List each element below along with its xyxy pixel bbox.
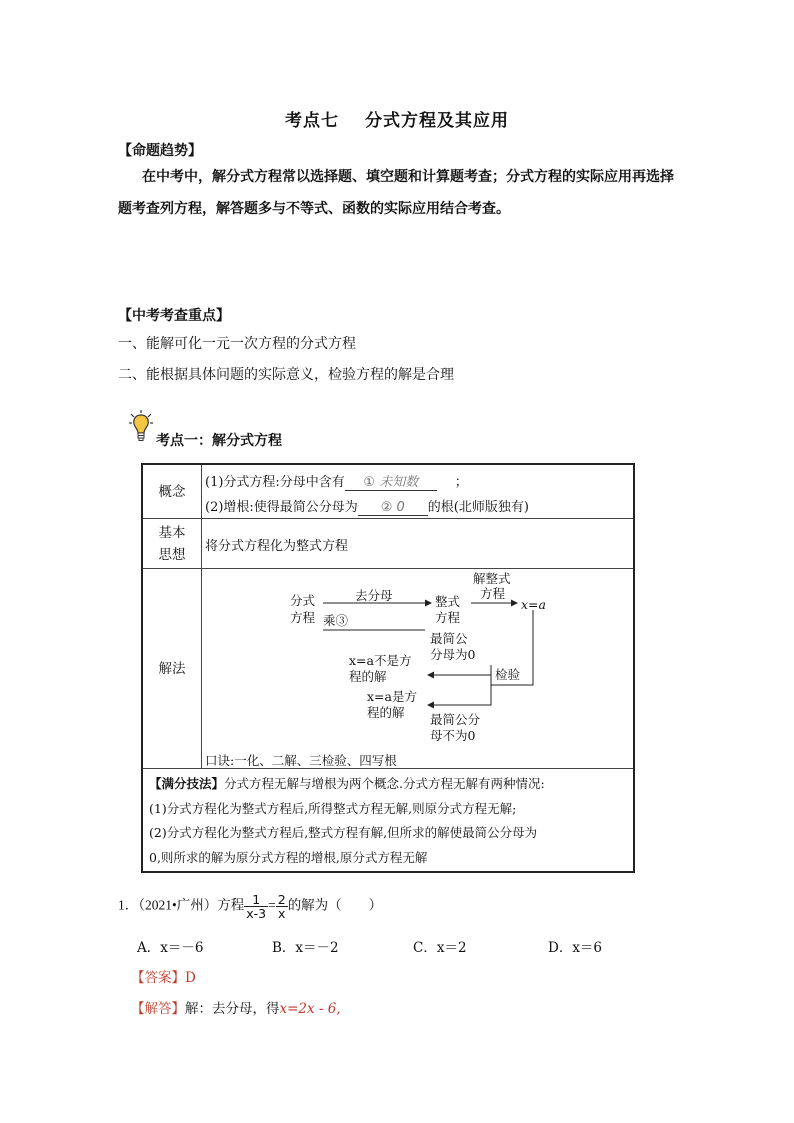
blank-2-number: ② [380, 500, 393, 515]
method-table [141, 463, 635, 873]
question-1-stem [118, 893, 382, 920]
point1-heading: 考点一：解分式方程 [156, 433, 282, 449]
node-is-solution-2: 程的解 [367, 705, 405, 720]
question-1-suffix: 的解为（ ） [287, 897, 383, 913]
trend-line1: 在中考中，解分式方程常以选择题、填空题和计算题考查；分式方程的实际应用再选择 [142, 169, 674, 185]
focus-item-1: 一、能解可化一元一次方程的分式方程 [118, 336, 356, 352]
fraction-1-denominator: x-3 [246, 906, 267, 921]
option-a: A．x＝－6 [137, 940, 204, 956]
tip-line-1 [149, 774, 545, 792]
answer-label: 【答案】 [131, 970, 185, 986]
concept-line-2-text: (2)增根:使得最简公分母为 [205, 500, 358, 515]
tip-line-2: (1)分式方程化为整式方程后,所得整式方程无解,则原分式方程无解; [149, 801, 517, 816]
fraction-1 [244, 893, 268, 920]
node-not-solution-1: x=a不是方 [349, 653, 412, 668]
label-denominator-zero-1: 最简公 [430, 631, 468, 646]
lightbulb-icon [128, 409, 154, 443]
blank-1-answer: 未知数 [379, 475, 419, 490]
focus-item-2: 二、能根据具体问题的实际意义，检验方程的解是合理 [118, 367, 454, 383]
option-b: B．x＝－2 [272, 940, 339, 956]
solution-line [131, 997, 341, 1017]
fraction-2 [276, 893, 288, 920]
tip-line-3: (2)分式方程化为整式方程后,整式方程有解,但所求的解使最简公分母为 [149, 825, 538, 840]
solution-text: 解：去分母，得 [185, 1001, 280, 1017]
basic-idea-text: 将分式方程化为整式方程 [205, 539, 349, 554]
label-qufenmu: 去分母 [355, 588, 393, 603]
tip-line-1-text: 分式方程无解与增根为两个概念.分式方程无解有两种情况: [224, 776, 545, 791]
trend-line2: 题考查列方程，解答题多与不等式、函数的实际应用结合考查。 [118, 201, 510, 217]
concept-line-2-end: 的根(北师版独有) [427, 500, 529, 515]
row-label-method: 解法 [158, 661, 186, 677]
tip-line-4: 0,则所求的解为原分式方程的增根,原分式方程无解 [149, 850, 428, 865]
fraction-2-denominator: x [278, 906, 286, 921]
page-title [0, 106, 794, 131]
blank-2-answer: 0 [396, 500, 405, 515]
row-label-idea-1: 基本 [158, 525, 186, 541]
label-denominator-nonzero-2: 母不为0 [430, 728, 476, 743]
answer-value: D [185, 970, 196, 986]
label-denominator-zero-2: 分母为0 [430, 647, 476, 662]
node-check: 检验 [495, 667, 521, 682]
equals-sign: = [268, 897, 276, 913]
node-not-solution-2: 程的解 [349, 669, 387, 684]
label-jiezhengshi-1: 解整式 [473, 571, 511, 586]
fraction-1-numerator: 1 [244, 893, 268, 907]
row-label-concept: 概念 [158, 484, 186, 500]
flow-diagram-arrows [143, 465, 633, 768]
mnemonic: 口诀:一化、二解、三检验、四写根 [205, 753, 397, 768]
blank-1-number: ① [363, 475, 376, 490]
title-part2: 分式方程及其应用 [365, 111, 509, 131]
trend-heading: 【命题趋势】 [118, 143, 202, 159]
option-d: D．x＝6 [548, 940, 603, 956]
question-1-prefix: 1．（2021•广州）方程 [118, 897, 245, 913]
title-part1: 考点七 [285, 111, 339, 131]
label-cheng: 乘③ [323, 613, 349, 628]
tip-heading: 【满分技法】 [149, 776, 225, 791]
answer-line [131, 966, 196, 986]
solution-label: 【解答】 [131, 1001, 185, 1017]
label-denominator-nonzero-1: 最简公分 [430, 712, 481, 727]
row-label-idea-2: 思想 [158, 547, 186, 563]
node-fenshi-2: 方程 [290, 610, 316, 625]
focus-heading: 【中考考查重点】 [118, 308, 230, 324]
concept-line-1-end: ； [454, 475, 468, 490]
solution-equation: x=2x - 6, [279, 1001, 341, 1017]
option-c: C．x＝2 [413, 940, 467, 956]
label-jiezhengshi-2: 方程 [480, 586, 506, 601]
concept-line-1-text: (1)分式方程:分母中含有 [205, 475, 345, 490]
node-zhengshi-2: 方程 [435, 610, 461, 625]
node-x-eq-a: x=a [521, 597, 546, 612]
node-fenshi-1: 分式 [290, 593, 316, 608]
fraction-2-numerator: 2 [277, 892, 286, 907]
node-zhengshi-1: 整式 [435, 594, 461, 609]
node-is-solution-1: x=a是方 [367, 689, 417, 704]
